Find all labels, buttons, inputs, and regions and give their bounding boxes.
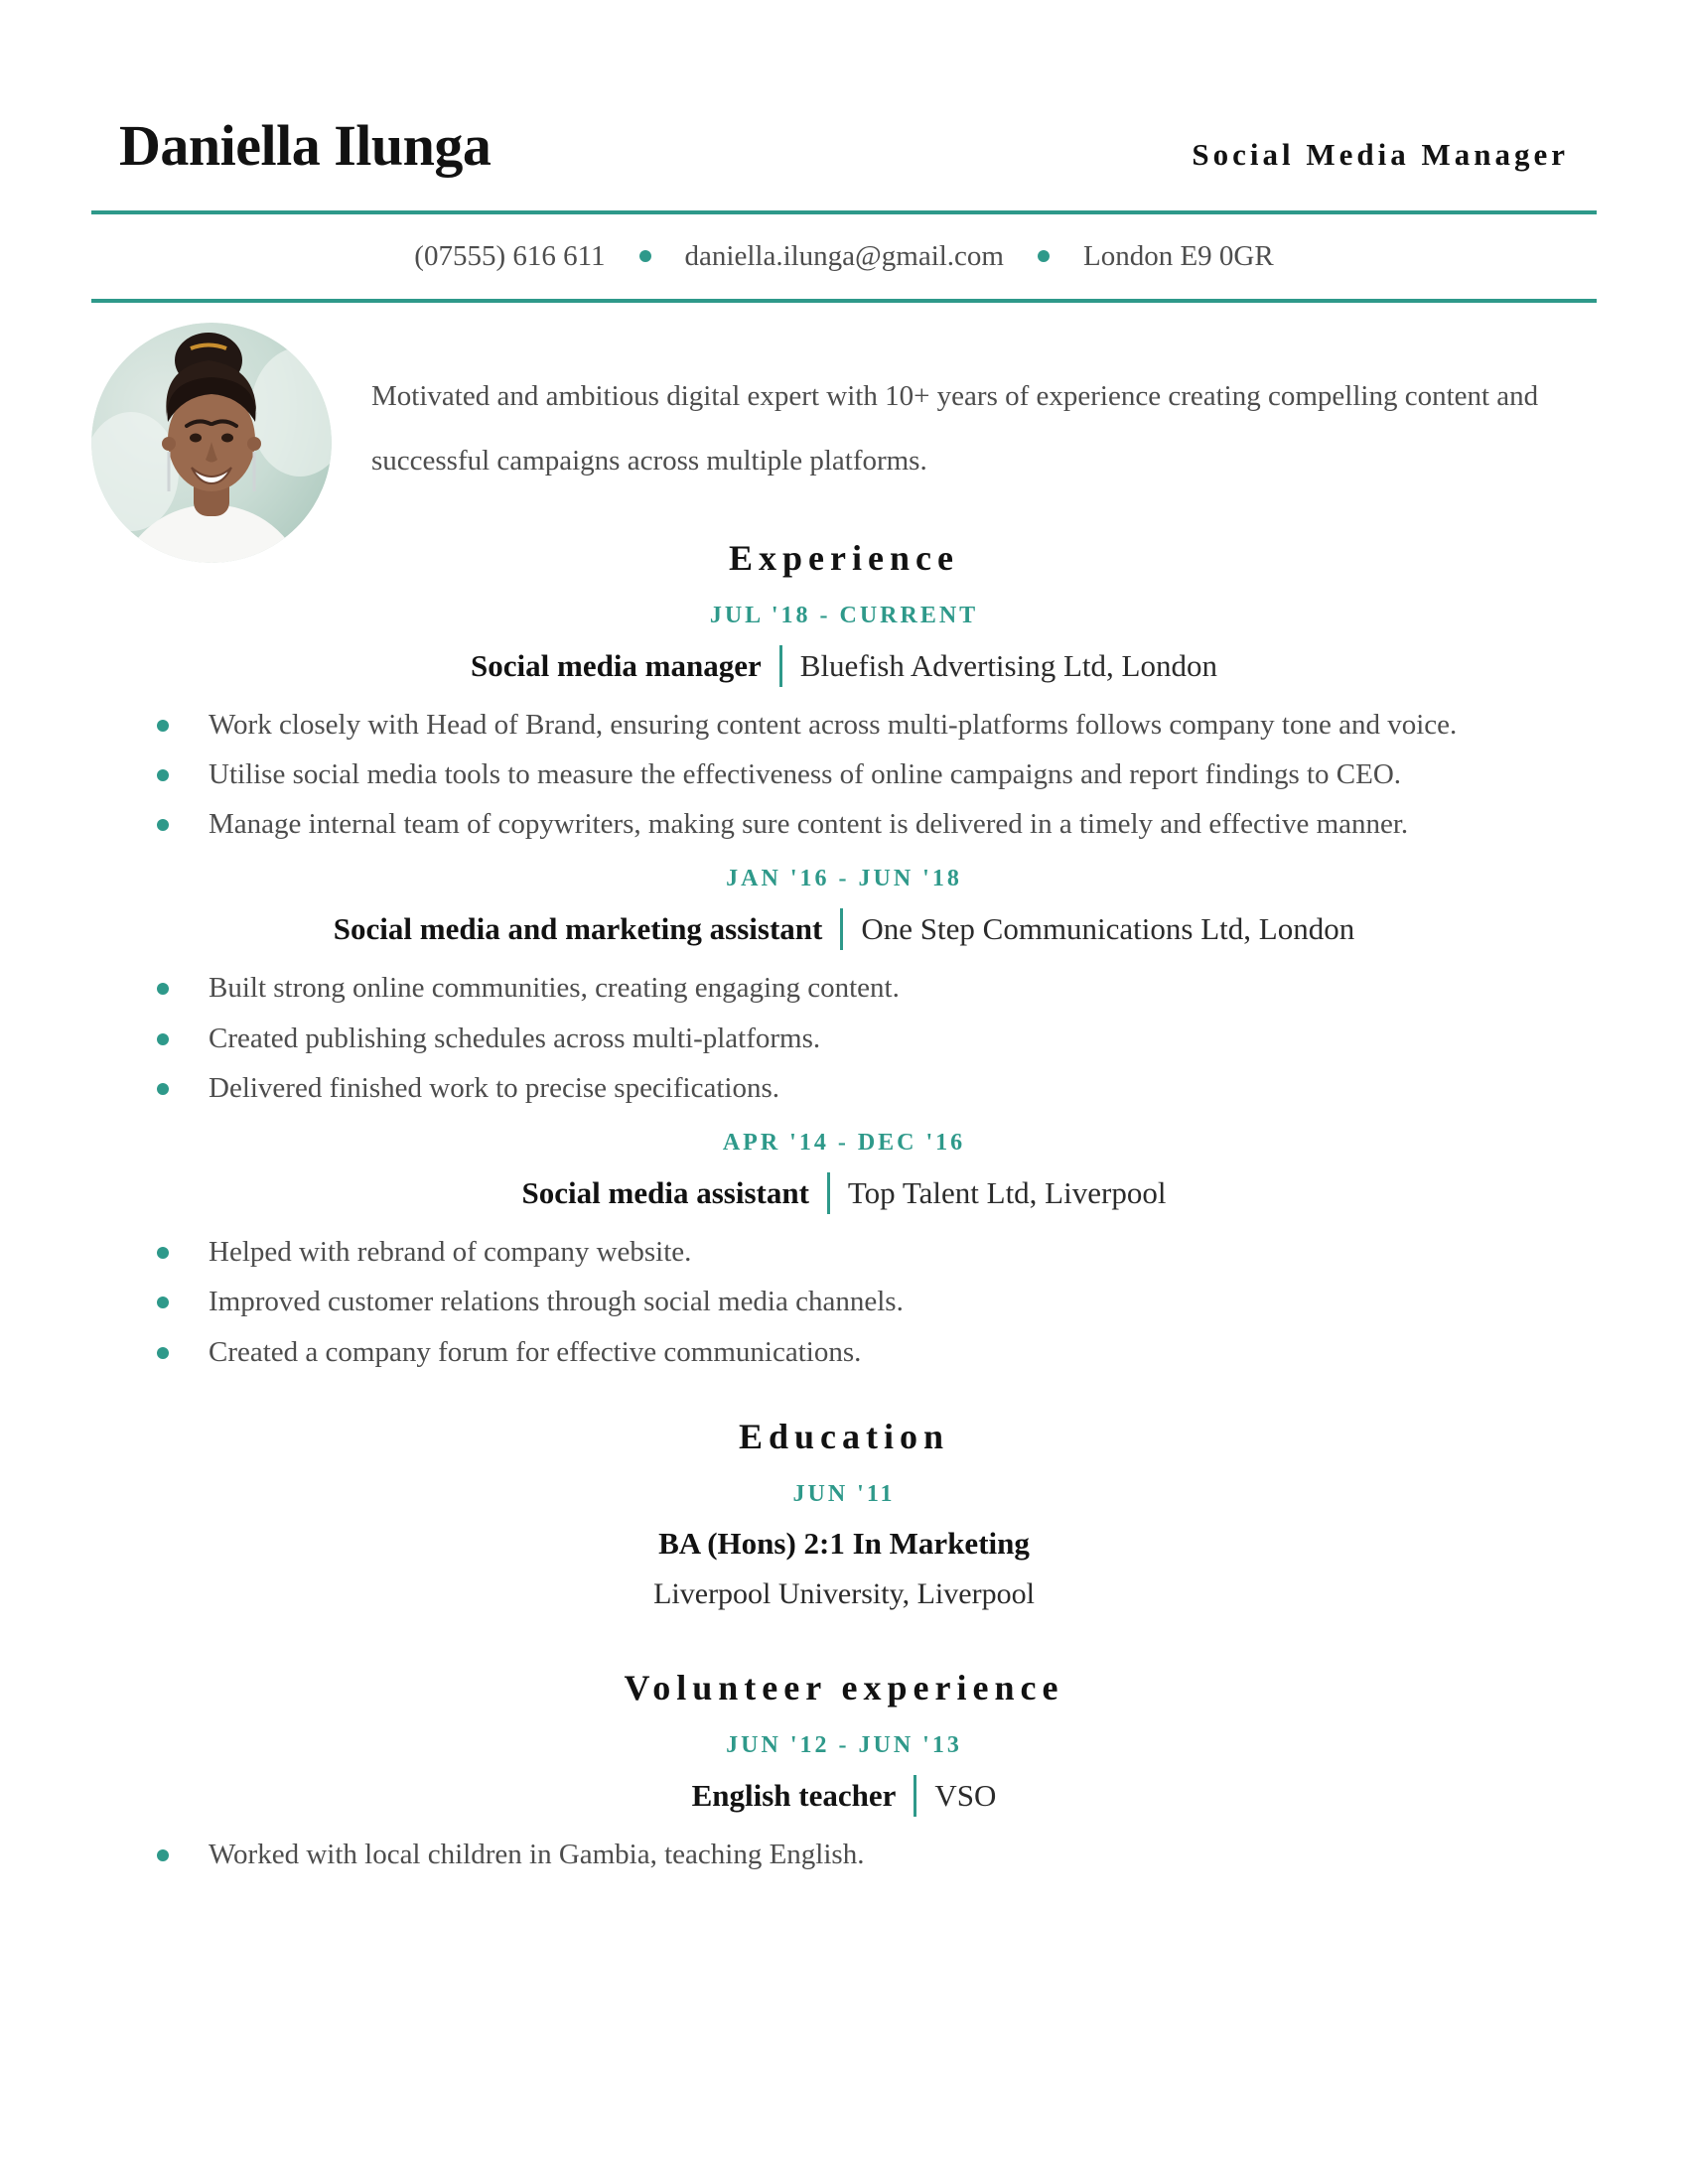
job-title: Social media manager (471, 647, 762, 683)
job-title: Social media and marketing assistant (333, 911, 823, 947)
job-title-row (91, 1775, 1597, 1817)
job-bullet-list (91, 970, 1597, 1106)
job-bullet-list (91, 1234, 1597, 1370)
contact-email: daniella.ilunga@gmail.com (684, 239, 1004, 272)
job-dates: JUN '12 - JUN '13 (726, 1731, 962, 1758)
volunteer-section (91, 1667, 1597, 1872)
job-title-row (91, 645, 1597, 687)
bullet-item: Created publishing schedules across multi-platforms. (209, 1021, 1597, 1056)
title-company-divider (779, 645, 782, 687)
person-job-title: Social Media Manager (1192, 137, 1569, 172)
job-dates: JAN '16 - JUN '18 (726, 866, 962, 892)
education-section (91, 1416, 1597, 1611)
job-dates: APR '14 - DEC '16 (722, 1130, 966, 1157)
job-company: Bluefish Advertising Ltd, London (799, 647, 1217, 683)
job-title: English teacher (691, 1777, 897, 1813)
divider-line-bottom (91, 299, 1597, 303)
contact-separator-dot (639, 250, 651, 262)
job-dates: JUL '18 - CURRENT (709, 602, 979, 628)
bullet-item: Manage internal team of copywriters, making sure content is delivered in a timely and effective manner. (209, 806, 1597, 842)
job-bullet-list (91, 1837, 1597, 1872)
contact-phone: (07555) 616 611 (414, 239, 606, 272)
job-company: Top Talent Ltd, Liverpool (847, 1175, 1167, 1211)
contact-separator-dot (1038, 250, 1050, 262)
education-school: Liverpool University, Liverpool (653, 1576, 1035, 1610)
profile-summary: Motivated and ambitious digital expert with 10+ years of experience creating compelling content and successful campaigns across multiple platforms. (371, 379, 1539, 477)
education-heading: Education (738, 1416, 950, 1456)
title-company-divider (827, 1172, 830, 1214)
bullet-item: Delivered finished work to precise specifications. (209, 1070, 1597, 1106)
education-dates: JUN '11 (792, 1480, 896, 1507)
bullet-item: Utilise social media tools to measure the effectiveness of online campaigns and report findings to CEO. (209, 756, 1597, 792)
bullet-item: Worked with local children in Gambia, teaching English. (209, 1837, 1597, 1872)
title-company-divider (840, 908, 843, 950)
header (91, 111, 1597, 181)
job-title-row (91, 908, 1597, 950)
profile-photo (91, 323, 332, 563)
profile-section (91, 323, 1597, 563)
job-company: VSO (934, 1777, 997, 1813)
person-name: Daniella Ilunga (119, 113, 492, 178)
contact-row (91, 214, 1597, 299)
job-company: One Step Communications Ltd, London (861, 911, 1355, 947)
bullet-item: Helped with rebrand of company website. (209, 1234, 1597, 1270)
experience-heading: Experience (729, 537, 959, 578)
job-title-row (91, 1172, 1597, 1214)
profile-photo-illustration (91, 323, 332, 563)
job-title: Social media assistant (521, 1175, 809, 1211)
job-bullet-list (91, 707, 1597, 843)
experience-job-2 (91, 866, 1597, 1106)
experience-job-1 (91, 603, 1597, 843)
bullet-item: Improved customer relations through social media channels. (209, 1284, 1597, 1319)
bullet-item: Work closely with Head of Brand, ensuring content across multi-platforms follows company tone and voice. (209, 707, 1597, 743)
experience-section (91, 537, 1597, 1370)
contact-location: London E9 0GR (1082, 239, 1274, 272)
title-company-divider (914, 1775, 916, 1817)
bullet-item: Created a company forum for effective communications. (209, 1334, 1597, 1370)
education-degree: BA (Hons) 2:1 In Marketing (658, 1525, 1030, 1561)
experience-job-3 (91, 1130, 1597, 1370)
bullet-item: Built strong online communities, creating engaging content. (209, 970, 1597, 1006)
volunteer-heading: Volunteer experience (624, 1667, 1064, 1707)
